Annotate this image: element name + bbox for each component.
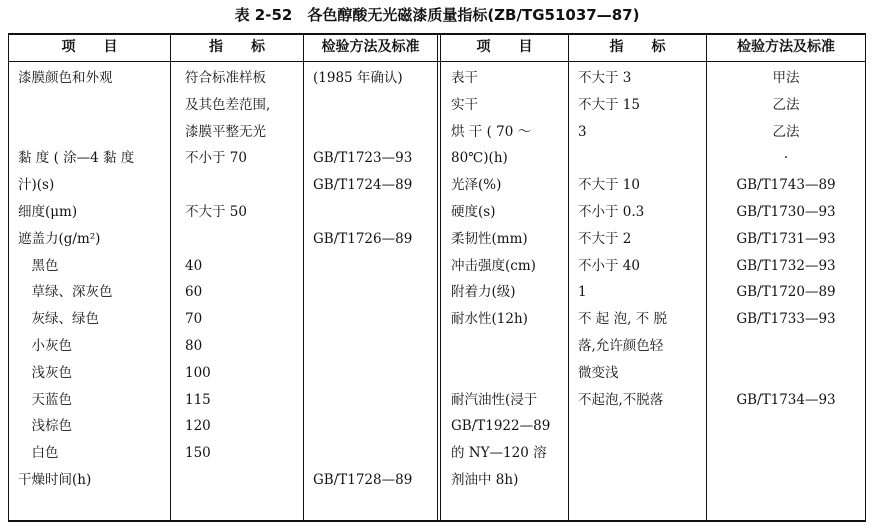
column-divider [170, 33, 171, 522]
header-index: 指 标 [609, 39, 666, 55]
header-index: 指 标 [209, 39, 265, 55]
table-cell: 80 [185, 338, 203, 354]
center-double-divider [440, 33, 441, 522]
table-cell: GB/T1723—93 [313, 150, 413, 167]
table-cell: 符合标准样板 [185, 70, 266, 86]
table-cell: 耐水性(12h) [451, 311, 528, 328]
table-cell: 冲击强度(cm) [451, 257, 536, 274]
quality-index-table [8, 33, 866, 522]
table-cell: GB/T1733—93 [736, 311, 836, 328]
table-title: 表 2-52 各色醇酸无光磁漆质量指标(ZB/TG51037—87) [234, 6, 640, 24]
table-cell: 黑色 [18, 257, 59, 274]
table-cell: 实干 [451, 96, 478, 113]
table-cell: 表干 [451, 70, 478, 86]
table-cell: GB/T1743—89 [736, 177, 836, 194]
table-cell: 剂油中 8h) [451, 472, 519, 488]
left-border [8, 33, 9, 522]
table-cell: 天蓝色 [18, 391, 72, 408]
table-cell: 汁)(s) [18, 177, 55, 194]
header-method: 检验方法及标准 [321, 39, 420, 55]
column-divider [303, 33, 304, 522]
table-cell: 细度(μm) [18, 204, 78, 220]
table-cell: · [783, 150, 789, 167]
table-cell: 甲法 [772, 70, 800, 86]
table-cell: GB/T1728—89 [313, 472, 413, 488]
table-cell: 150 [185, 445, 211, 462]
table-cell: 不大于 2 [578, 230, 632, 247]
table-cell: 80℃)(h) [451, 150, 508, 167]
table-cell: GB/T1922—89 [451, 418, 551, 435]
table-cell: 漆膜颜色和外观 [18, 70, 113, 86]
table-cell: (1985 年确认) [313, 70, 403, 86]
table-cell: 硬度(s) [451, 204, 496, 220]
table-cell: 的 NY—120 溶 [451, 445, 547, 462]
table-cell: 不大于 10 [578, 177, 640, 194]
table-cell: 白色 [18, 445, 59, 462]
center-double-divider [437, 33, 438, 522]
table-cell: 小灰色 [18, 338, 72, 354]
table-cell: 草绿、深灰色 [18, 284, 113, 301]
table-cell: GB/T1724—89 [313, 177, 413, 194]
table-cell: 浅棕色 [18, 418, 72, 435]
table-cell: 不起泡,不脱落 [578, 391, 664, 408]
table-cell: 不大于 3 [578, 70, 632, 86]
table-cell: 不小于 40 [578, 257, 640, 274]
table-cell: 落,允许颜色轻 [578, 338, 664, 354]
table-cell: 120 [185, 418, 211, 435]
table-cell: 60 [185, 284, 203, 301]
table-cell: 柔韧性(mm) [451, 230, 528, 247]
table-cell: 100 [185, 364, 211, 381]
table-cell: GB/T1726—89 [313, 230, 413, 247]
table-cell: 不小于 0.3 [578, 204, 645, 220]
table-cell: 干燥时间(h) [18, 472, 92, 488]
table-cell: 灰绿、绿色 [18, 311, 99, 328]
table-cell: 40 [185, 257, 203, 274]
table-cell: 漆膜平整无光 [185, 123, 266, 140]
table-cell: 3 [578, 123, 587, 140]
table-cell: 不小于 70 [185, 150, 247, 167]
table-cell: GB/T1734—93 [736, 391, 836, 408]
table-cell: 光泽(%) [451, 177, 502, 194]
table-cell: GB/T1720—89 [736, 284, 836, 301]
table-cell: 及其色差范围, [185, 96, 271, 113]
table-cell: 黏 度 ( 涂—4 黏 度 [18, 150, 135, 167]
table-cell: 不大于 15 [578, 96, 640, 113]
table-cell: GB/T1731—93 [736, 230, 836, 247]
table-cell: 115 [185, 391, 211, 408]
table-cell: 附着力(级) [451, 284, 516, 301]
table-cell: 耐汽油性(浸于 [451, 391, 538, 408]
header-item: 项 目 [476, 39, 533, 55]
header-method: 检验方法及标准 [737, 39, 835, 55]
table-cell: 浅灰色 [18, 364, 72, 381]
right-border [865, 33, 866, 522]
table-cell: 70 [185, 311, 203, 328]
header-item: 项 目 [61, 39, 118, 55]
table-cell: 乙法 [772, 96, 800, 113]
column-divider [568, 33, 569, 522]
table-cell: 不大于 50 [185, 204, 247, 220]
table-cell: 遮盖力(g/m²) [18, 230, 101, 247]
table-cell: 1 [578, 284, 587, 301]
table-cell: 烘 干 ( 70 ～ [451, 123, 532, 140]
table-cell: 微变浅 [578, 364, 619, 381]
table-cell: GB/T1732—93 [736, 257, 836, 274]
table-cell: GB/T1730—93 [736, 204, 836, 220]
table-cell: 乙法 [772, 123, 800, 140]
table-cell: 不 起 泡, 不 脱 [578, 311, 667, 328]
